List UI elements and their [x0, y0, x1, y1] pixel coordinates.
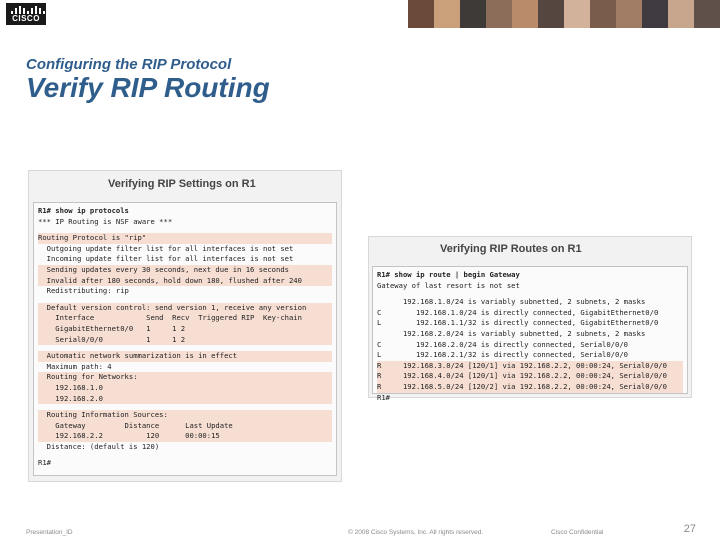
header-photo [408, 0, 434, 28]
terminal-line: R1# [38, 458, 51, 468]
terminal-line: GigabitEthernet0/0 1 1 2 [38, 324, 332, 335]
terminal-line: Outgoing update filter list for all interfaces is not set [38, 243, 294, 253]
terminal-line: R 192.168.4.0/24 [120/1] via 192.168.2.2, 00:00:24, Serial0/0/0 [377, 371, 683, 382]
terminal-line: Invalid after 180 seconds, hold down 180, flushed after 240 [38, 276, 332, 287]
rip-routes-caption: Verifying RIP Routes on R1 [440, 243, 582, 255]
rip-settings-terminal [33, 202, 337, 476]
terminal-line: Incoming update filter list for all interfaces is not set [38, 254, 294, 264]
terminal-line: 192.168.2.0 [38, 394, 332, 405]
header-photo [590, 0, 616, 28]
header-photo [538, 0, 564, 28]
header-photo [512, 0, 538, 28]
header-bar [0, 0, 720, 28]
rip-settings-caption: Verifying RIP Settings on R1 [108, 178, 256, 190]
terminal-line: Routing for Networks: [38, 372, 332, 383]
slide-title: Verify RIP Routing [26, 72, 270, 103]
terminal-line: 192.168.2.2 120 00:00:15 [38, 431, 332, 442]
header-photo [694, 0, 720, 28]
slide-subtitle: Configuring the RIP Protocol [26, 56, 232, 73]
footer-copyright: © 2008 Cisco Systems, Inc. All rights reserved. [348, 529, 484, 536]
terminal-line: 192.168.2.0/24 is variably subnetted, 2 subnets, 2 masks [377, 328, 646, 338]
header-photo [668, 0, 694, 28]
terminal-line: 192.168.1.0 [38, 383, 332, 394]
footer-presentation-id: Presentation_ID [26, 529, 73, 536]
header-photo [564, 0, 590, 28]
cisco-bars-icon [11, 6, 45, 14]
terminal-line: Distance: (default is 120) [38, 441, 160, 451]
page-number: 27 [683, 523, 696, 535]
terminal-line: R1# [377, 392, 390, 402]
header-photo-strip [408, 0, 720, 28]
terminal-line: R1# show ip protocols [38, 206, 129, 215]
header-photo [616, 0, 642, 28]
terminal-line: C 192.168.2.0/24 is directly connected, Serial0/0/0 [377, 339, 628, 349]
cisco-logo [6, 3, 46, 25]
header-photo [486, 0, 512, 28]
terminal-line: Routing Information Sources: [38, 410, 332, 421]
terminal-line: Interface Send Recv Triggered RIP Key-chain [38, 313, 332, 324]
footer-confidential: Cisco Confidential [551, 529, 604, 536]
terminal-line: 192.168.1.0/24 is variably subnetted, 2 subnets, 2 masks [377, 297, 646, 307]
header-photo [434, 0, 460, 28]
terminal-line: R1# show ip route | begin Gateway [377, 270, 520, 279]
terminal-line: R 192.168.5.0/24 [120/2] via 192.168.2.2, 00:00:24, Serial0/0/0 [377, 382, 683, 393]
terminal-line: Routing Protocol is "rip" [38, 233, 332, 244]
header-photo [642, 0, 668, 28]
terminal-line: Sending updates every 30 seconds, next due in 16 seconds [38, 265, 332, 276]
terminal-line: C 192.168.1.0/24 is directly connected, GigabitEthernet0/0 [377, 307, 659, 317]
terminal-line: *** IP Routing is NSF aware *** [38, 216, 173, 226]
terminal-line: Gateway of last resort is not set [377, 280, 520, 290]
terminal-line: Default version control: send version 1, receive any version [38, 303, 332, 314]
terminal-line: L 192.168.1.1/32 is directly connected, GigabitEthernet0/0 [377, 318, 659, 328]
terminal-line: Serial0/0/0 1 1 2 [38, 335, 332, 346]
logo-text: CISCO [12, 14, 40, 23]
rip-routes-terminal [372, 266, 688, 402]
terminal-line: Automatic network summarization is in effect [38, 351, 332, 362]
terminal-line: Redistributing: rip [38, 286, 129, 296]
terminal-line: L 192.168.2.1/32 is directly connected, Serial0/0/0 [377, 350, 628, 360]
terminal-line: R 192.168.3.0/24 [120/1] via 192.168.2.2, 00:00:24, Serial0/0/0 [377, 361, 683, 372]
terminal-line: Gateway Distance Last Update [38, 421, 332, 432]
header-photo [460, 0, 486, 28]
terminal-line: Maximum path: 4 [38, 361, 112, 371]
